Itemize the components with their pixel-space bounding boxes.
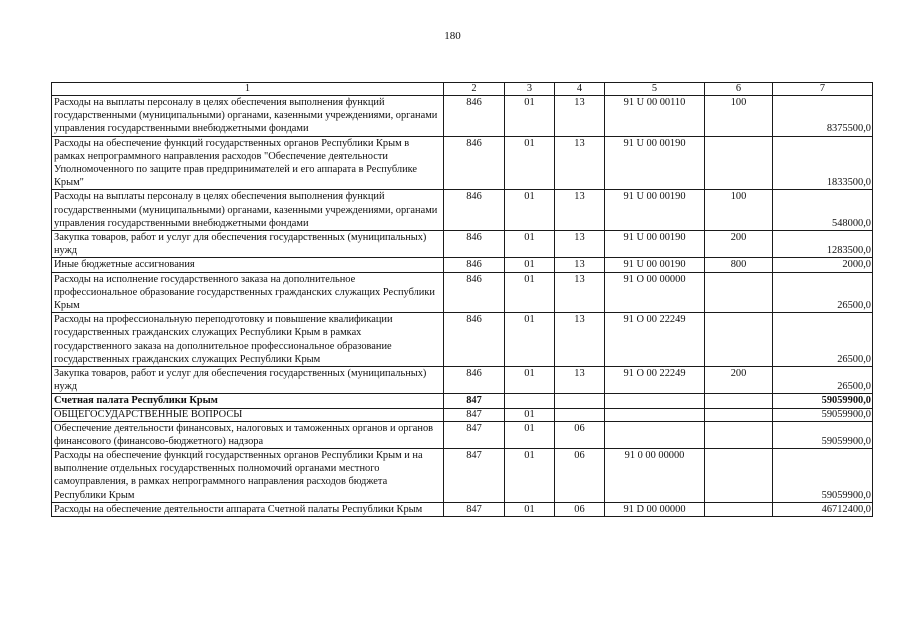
cell-amount: 59059900,0 <box>773 394 873 408</box>
cell-subsection: 13 <box>555 136 605 190</box>
header-row <box>52 83 873 96</box>
cell-subsection <box>555 394 605 408</box>
cell-target-article: 91 U 00 00190 <box>605 190 705 231</box>
table-row <box>52 136 873 190</box>
cell-name: Расходы на исполнение государственного заказа на дополнительное профессиональное образование государственных гражданских служащих Республики Крым <box>52 272 444 313</box>
cell-target-article: 91 U 00 00190 <box>605 231 705 258</box>
cell-amount: 26500,0 <box>773 272 873 313</box>
cell-ministry-code: 846 <box>444 190 505 231</box>
header-col-7: 7 <box>773 83 873 96</box>
cell-target-article: 91 О 00 22249 <box>605 367 705 394</box>
cell-amount: 59059900,0 <box>773 408 873 421</box>
cell-section: 01 <box>505 367 555 394</box>
cell-expense-type <box>705 313 773 367</box>
cell-name: Счетная палата Республики Крым <box>52 394 444 408</box>
header-col-1: 1 <box>52 83 444 96</box>
cell-section <box>505 394 555 408</box>
budget-table <box>51 82 873 517</box>
cell-expense-type <box>705 136 773 190</box>
table-row <box>52 313 873 367</box>
cell-ministry-code: 846 <box>444 313 505 367</box>
cell-name: Расходы на обеспечение деятельности аппарата Счетной палаты Республики Крым <box>52 502 444 516</box>
cell-target-article: 91 U 00 00190 <box>605 136 705 190</box>
table-body <box>52 96 873 517</box>
cell-section: 01 <box>505 449 555 503</box>
cell-ministry-code: 847 <box>444 408 505 421</box>
cell-expense-type: 800 <box>705 258 773 272</box>
cell-expense-type <box>705 408 773 421</box>
cell-subsection: 13 <box>555 313 605 367</box>
cell-name: Расходы на выплаты персоналу в целях обеспечения выполнения функций государственными (муниципальными) органами, казенными учреждениями, органами управления государственными внебюджетными фондами <box>52 96 444 137</box>
cell-subsection: 13 <box>555 96 605 137</box>
table-row <box>52 96 873 137</box>
table-row <box>52 408 873 421</box>
cell-target-article: 91 О 00 22249 <box>605 313 705 367</box>
cell-name: Закупка товаров, работ и услуг для обеспечения государственных (муниципальных) нужд <box>52 231 444 258</box>
table-row <box>52 502 873 516</box>
header-col-4: 4 <box>555 83 605 96</box>
cell-name: Иные бюджетные ассигнования <box>52 258 444 272</box>
cell-expense-type <box>705 502 773 516</box>
cell-ministry-code: 846 <box>444 231 505 258</box>
cell-amount: 59059900,0 <box>773 421 873 448</box>
page-number: 180 <box>444 30 461 42</box>
cell-section: 01 <box>505 421 555 448</box>
cell-ministry-code: 847 <box>444 394 505 408</box>
cell-subsection <box>555 408 605 421</box>
cell-amount: 8375500,0 <box>773 96 873 137</box>
table-row <box>52 272 873 313</box>
table-row <box>52 231 873 258</box>
cell-expense-type: 100 <box>705 190 773 231</box>
cell-target-article: 91 0 00 00000 <box>605 449 705 503</box>
cell-name: Расходы на выплаты персоналу в целях обеспечения выполнения функций государственными (муниципальными) органами, казенными учреждениями, органами управления государственными внебюджетными фондами <box>52 190 444 231</box>
cell-name: ОБЩЕГОСУДАРСТВЕННЫЕ ВОПРОСЫ <box>52 408 444 421</box>
header-col-3: 3 <box>505 83 555 96</box>
cell-amount: 26500,0 <box>773 313 873 367</box>
cell-expense-type <box>705 272 773 313</box>
cell-name: Обеспечение деятельности финансовых, налоговых и таможенных органов и органов финансового (финансово-бюджетного) надзора <box>52 421 444 448</box>
cell-target-article: 91 О 00 00000 <box>605 272 705 313</box>
cell-target-article <box>605 408 705 421</box>
cell-section: 01 <box>505 190 555 231</box>
cell-ministry-code: 847 <box>444 449 505 503</box>
cell-section: 01 <box>505 136 555 190</box>
cell-section: 01 <box>505 502 555 516</box>
table-row <box>52 190 873 231</box>
cell-section: 01 <box>505 96 555 137</box>
cell-amount: 59059900,0 <box>773 449 873 503</box>
table-row <box>52 449 873 503</box>
cell-subsection: 13 <box>555 258 605 272</box>
cell-section: 01 <box>505 408 555 421</box>
cell-subsection: 06 <box>555 502 605 516</box>
header-col-5: 5 <box>605 83 705 96</box>
cell-ministry-code: 846 <box>444 136 505 190</box>
cell-subsection: 13 <box>555 231 605 258</box>
cell-amount: 1283500,0 <box>773 231 873 258</box>
table-row <box>52 394 873 408</box>
cell-ministry-code: 847 <box>444 502 505 516</box>
cell-amount: 46712400,0 <box>773 502 873 516</box>
cell-name: Расходы на обеспечение функций государственных органов Республики Крым и на выполнение отдельных государственных полномочий органами местного самоуправления, в рамках непрограммного направления расходов бюджета Республики Крым <box>52 449 444 503</box>
table-row <box>52 367 873 394</box>
cell-target-article <box>605 421 705 448</box>
cell-section: 01 <box>505 313 555 367</box>
cell-ministry-code: 846 <box>444 96 505 137</box>
cell-name: Расходы на профессиональную переподготовку и повышение квалификации государственных гражданских служащих Республики Крым в рамках государственного заказа на дополнительное профессиональное образование государственных гражданских служащих Республики Крым <box>52 313 444 367</box>
cell-expense-type <box>705 394 773 408</box>
cell-expense-type <box>705 421 773 448</box>
cell-expense-type: 200 <box>705 231 773 258</box>
table-row <box>52 258 873 272</box>
header-col-2: 2 <box>444 83 505 96</box>
cell-amount: 26500,0 <box>773 367 873 394</box>
cell-ministry-code: 846 <box>444 258 505 272</box>
cell-target-article <box>605 394 705 408</box>
header-col-6: 6 <box>705 83 773 96</box>
cell-section: 01 <box>505 231 555 258</box>
cell-ministry-code: 846 <box>444 367 505 394</box>
cell-expense-type: 100 <box>705 96 773 137</box>
cell-subsection: 13 <box>555 190 605 231</box>
cell-subsection: 13 <box>555 367 605 394</box>
cell-target-article: 91 U 00 00110 <box>605 96 705 137</box>
cell-subsection: 06 <box>555 421 605 448</box>
cell-ministry-code: 847 <box>444 421 505 448</box>
cell-target-article: 91 U 00 00190 <box>605 258 705 272</box>
table-row <box>52 421 873 448</box>
cell-subsection: 13 <box>555 272 605 313</box>
cell-amount: 2000,0 <box>773 258 873 272</box>
cell-amount: 1833500,0 <box>773 136 873 190</box>
cell-subsection: 06 <box>555 449 605 503</box>
cell-name: Расходы на обеспечение функций государственных органов Республики Крым в рамках непрограммного направления расходов "Обеспечение деятельности Уполномоченного по защите прав предпринимателей и его аппарата в Республике Крым" <box>52 136 444 190</box>
cell-expense-type: 200 <box>705 367 773 394</box>
cell-name: Закупка товаров, работ и услуг для обеспечения государственных (муниципальных) нужд <box>52 367 444 394</box>
cell-amount: 548000,0 <box>773 190 873 231</box>
cell-target-article: 91 D 00 00000 <box>605 502 705 516</box>
cell-section: 01 <box>505 258 555 272</box>
cell-ministry-code: 846 <box>444 272 505 313</box>
cell-section: 01 <box>505 272 555 313</box>
cell-expense-type <box>705 449 773 503</box>
